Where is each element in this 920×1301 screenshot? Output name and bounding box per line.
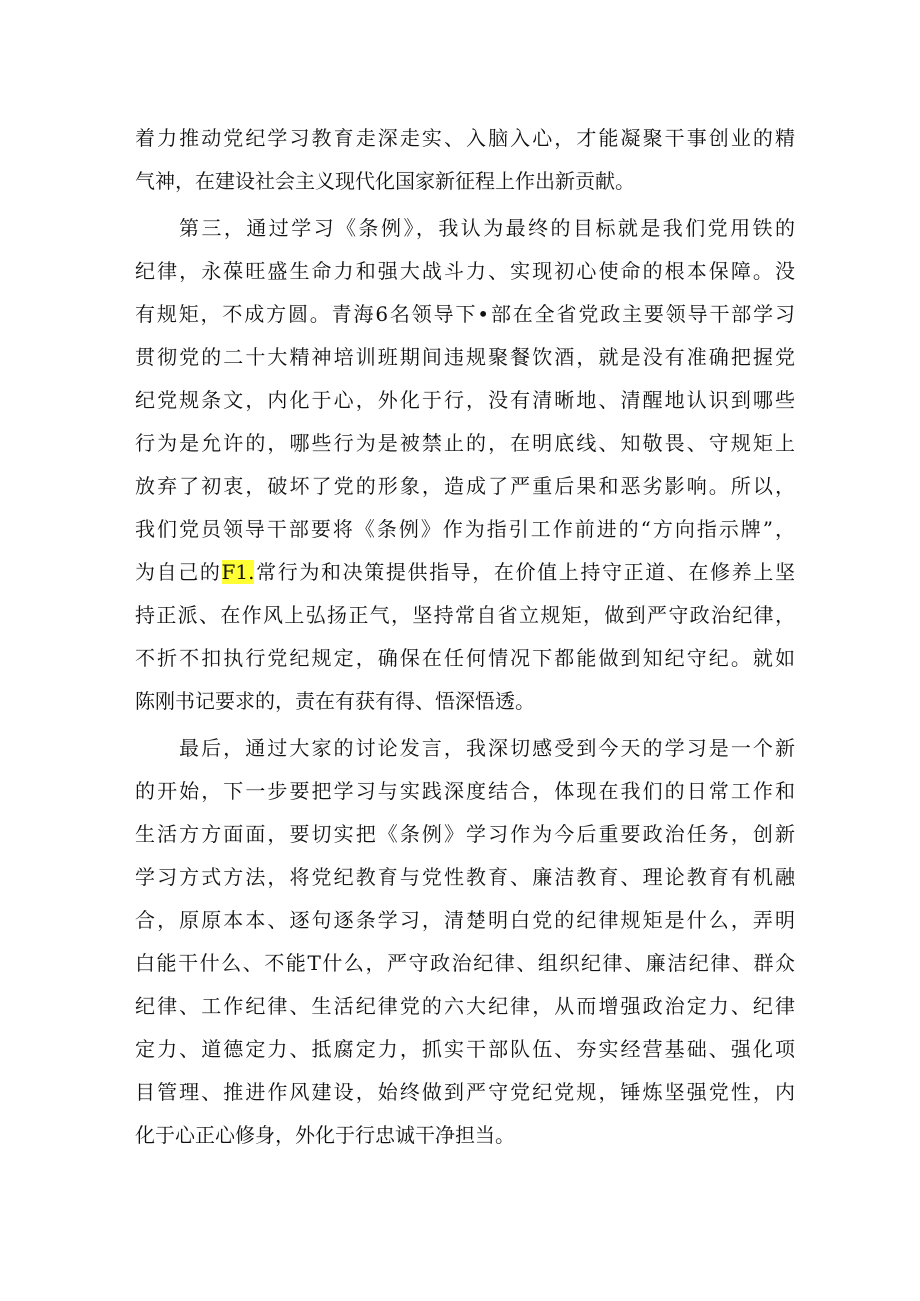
text-line: 行为是允许的，哪些行为是被禁止的，在明底线、知敬畏、守规矩上 xyxy=(135,431,795,455)
paragraph-3 xyxy=(135,727,795,1157)
text-segment: 为自己的 xyxy=(135,560,222,584)
text-line: 有规矩，不成方圆。青海6名领导下•部在全省党政主要领导干部学习 xyxy=(135,302,795,326)
highlighted-text: F1. xyxy=(221,560,255,584)
text-line: 着力推动党纪学习教育走深走实、入脑入心，才能凝聚干事创业的精 xyxy=(135,126,795,150)
text-line: 纪党规条文，内化于心，外化于行，没有清晰地、清醒地认识到哪些 xyxy=(135,388,795,412)
text-line: 不折不扣执行党纪规定，确保在任何情况下都能做到知纪守纪。就如 xyxy=(135,646,795,670)
text-line: 定力、道德定力、抵腐定力，抓实干部队伍、夯实经营基础、强化项 xyxy=(135,1037,795,1061)
paragraph-1 xyxy=(135,117,795,203)
text-line: 目管理、推进作风建设，始终做到严守党纪党规，锤炼坚强党性，内 xyxy=(135,1080,795,1104)
text-line: 生活方方面面，要切实把《条例》学习作为今后重要政治任务，创新 xyxy=(135,822,795,846)
text-segment: 常行为和决策提供指导，在价值上持守正道、在修养上坚 xyxy=(254,560,796,584)
text-line: 纪律，永葆旺盛生命力和强大战斗力、实现初心使命的根本保障。没 xyxy=(135,259,795,283)
text-line: 贯彻党的二十大精神培训班期间违规聚餐饮酒，就是没有准确把握党 xyxy=(135,345,795,369)
text-line: 白能干什么、不能T什么，严守政治纪律、组织纪律、廉洁纪律、群众 xyxy=(135,951,795,975)
document-page xyxy=(135,117,795,1157)
text-line: 的开始，下一步要把学习与实践深度结合，体现在我们的日常工作和 xyxy=(135,779,795,803)
text-line: 纪律、工作纪律、生活纪律党的六大纪律，从而增强政治定力、纪律 xyxy=(135,994,795,1018)
text-line: 持正派、在作风上弘扬正气，坚持常自省立规矩，做到严守政治纪律， xyxy=(135,603,795,627)
text-line: 最后，通过大家的讨论发言，我深切感受到今天的学习是一个新 xyxy=(179,736,795,760)
text-line-highlighted xyxy=(135,551,795,594)
text-line: 放弃了初衷，破坏了党的形象，造成了严重后果和恶劣影响。所以， xyxy=(135,474,795,498)
text-line: 合，原原本本、逐句逐条学习，清楚明白党的纪律规矩是什么，弄明 xyxy=(135,908,795,932)
text-line: 气神，在建设社会主义现代化国家新征程上作出新贡献。 xyxy=(135,169,635,193)
paragraph-2 xyxy=(135,207,795,723)
text-line: 化于心正心修身，外化于行忠诚干净担当。 xyxy=(135,1123,515,1147)
text-line: 第三，通过学习《条例》，我认为最终的目标就是我们党用铁的 xyxy=(179,216,795,240)
text-line: 我们党员领导干部要将《条例》作为指引工作前进的“方向指示牌”， xyxy=(135,517,795,541)
text-line: 学习方式方法，将党纪教育与党性教育、廉洁教育、理论教育有机融 xyxy=(135,865,795,889)
text-line: 陈刚书记要求的，责在有获有得、悟深悟透。 xyxy=(135,689,535,713)
